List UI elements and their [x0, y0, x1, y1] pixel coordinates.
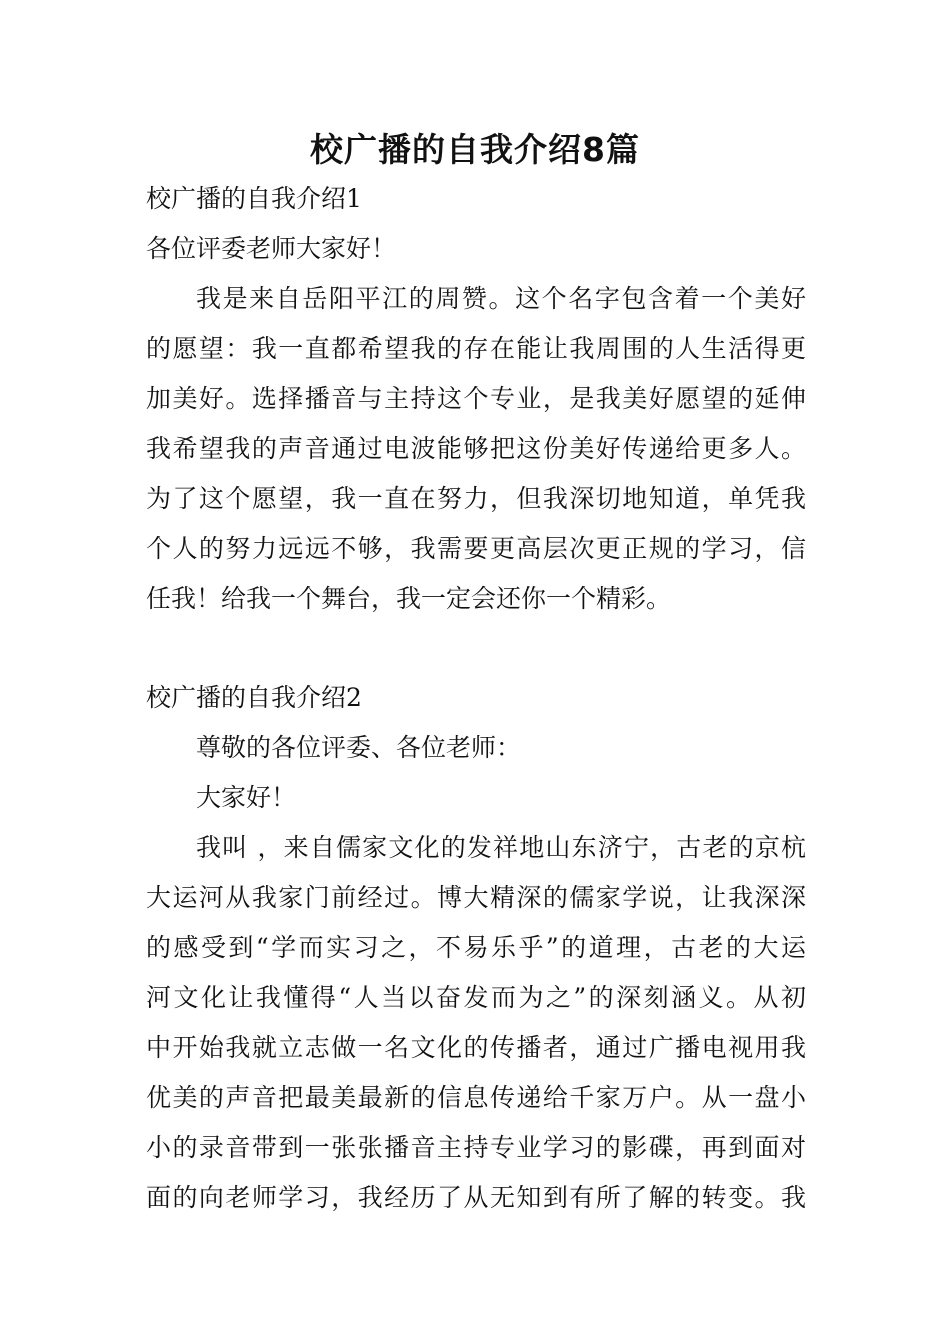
section-1-greeting: 各位评委老师大家好！ [146, 234, 397, 263]
section-2-paragraph-line: 小的录音带到一张张播音主持专业学习的影碟，再到面对 [146, 1133, 806, 1162]
section-1-paragraph-line: 的愿望：我一直都希望我的存在能让我周围的人生活得更 [146, 334, 806, 363]
section-1-paragraph-line: 个人的努力远远不够，我需要更高层次更正规的学习，信 [146, 534, 806, 563]
section-2-paragraph-line: 大运河从我家门前经过。博大精深的儒家学说，让我深深 [146, 883, 806, 912]
section-2-paragraph-line: 中开始我就立志做一名文化的传播者，通过广播电视用我 [146, 1033, 806, 1062]
document-title: 校广播的自我介绍8篇 [310, 130, 640, 169]
section-2-greeting: 大家好！ [196, 783, 297, 812]
section-2-salutation: 尊敬的各位评委、各位老师： [196, 733, 522, 762]
section-1-paragraph-line: 为了这个愿望，我一直在努力，但我深切地知道，单凭我 [146, 484, 806, 513]
section-2-paragraph-line: 优美的声音把最美最新的信息传递给千家万户。从一盘小 [146, 1083, 806, 1112]
section-2-paragraph-line: 面的向老师学习，我经历了从无知到有所了解的转变。我 [146, 1183, 806, 1212]
section-1-paragraph-line: 我是来自岳阳平江的周赞。这个名字包含着一个美好 [196, 284, 806, 313]
section-2-paragraph-line: 我叫 ，来自儒家文化的发祥地山东济宁，古老的京杭 [196, 833, 806, 862]
section-2-heading: 校广播的自我介绍2 [146, 683, 362, 712]
section-1-paragraph-line: 我希望我的声音通过电波能够把这份美好传递给更多人。 [146, 434, 806, 463]
section-1-heading: 校广播的自我介绍1 [146, 184, 362, 213]
section-1-paragraph-line: 加美好。选择播音与主持这个专业，是我美好愿望的延伸 [146, 384, 806, 413]
section-2-paragraph-line: 的感受到“学而实习之，不易乐乎”的道理，古老的大运 [146, 933, 806, 962]
section-1-paragraph-line: 任我！给我一个舞台，我一定会还你一个精彩。 [146, 584, 672, 613]
section-2-paragraph-line: 河文化让我懂得“人当以奋发而为之”的深刻涵义。从初 [146, 983, 806, 1012]
